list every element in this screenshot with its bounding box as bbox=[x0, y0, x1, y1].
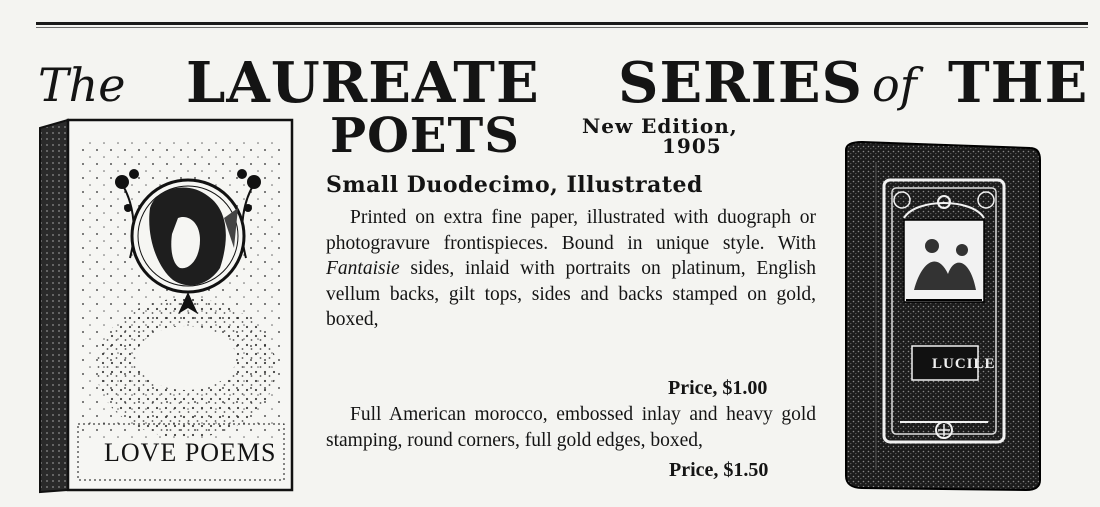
description-paragraph-1 bbox=[326, 205, 816, 333]
title-poets: POETS bbox=[330, 108, 520, 164]
love-poems-label: LOVE POEMS bbox=[104, 438, 277, 467]
desc-text-2: sides, inlaid with portraits on platinum, English vellum backs, gilt tops, sides and backs stamped on gold, boxed, bbox=[326, 258, 816, 330]
desc-text-3: Full American morocco, embossed inlay and heavy gold stamping, round corners, full gold edges, boxed, bbox=[326, 404, 816, 451]
series-title bbox=[36, 50, 1089, 116]
title-the: The bbox=[38, 58, 126, 112]
description-paragraph-2 bbox=[326, 402, 816, 453]
top-rule bbox=[36, 22, 1088, 25]
top-rule-thin bbox=[36, 27, 1088, 28]
title-the-caps: THE bbox=[948, 50, 1089, 116]
price-morocco: Price, $1.50 bbox=[669, 459, 769, 481]
edition-label: New Edition, bbox=[582, 114, 738, 138]
title-series: SERIES bbox=[618, 50, 863, 116]
lucile-book-illustration bbox=[842, 140, 1042, 492]
desc-text-1: Printed on extra fine paper, illustrated with duograph or photogravure frontispieces. Bound in unique style. With bbox=[326, 207, 816, 254]
price-standard: Price, $1.00 bbox=[668, 377, 768, 399]
lucile-label: LUCILE bbox=[932, 356, 996, 372]
desc-italic: Fantaisie bbox=[326, 258, 400, 279]
subheading: Small Duodecimo, Illustrated bbox=[326, 172, 703, 198]
title-laureate: LAUREATE bbox=[186, 50, 540, 116]
edition-year: 1905 bbox=[662, 134, 722, 158]
title-of: of bbox=[872, 58, 917, 112]
